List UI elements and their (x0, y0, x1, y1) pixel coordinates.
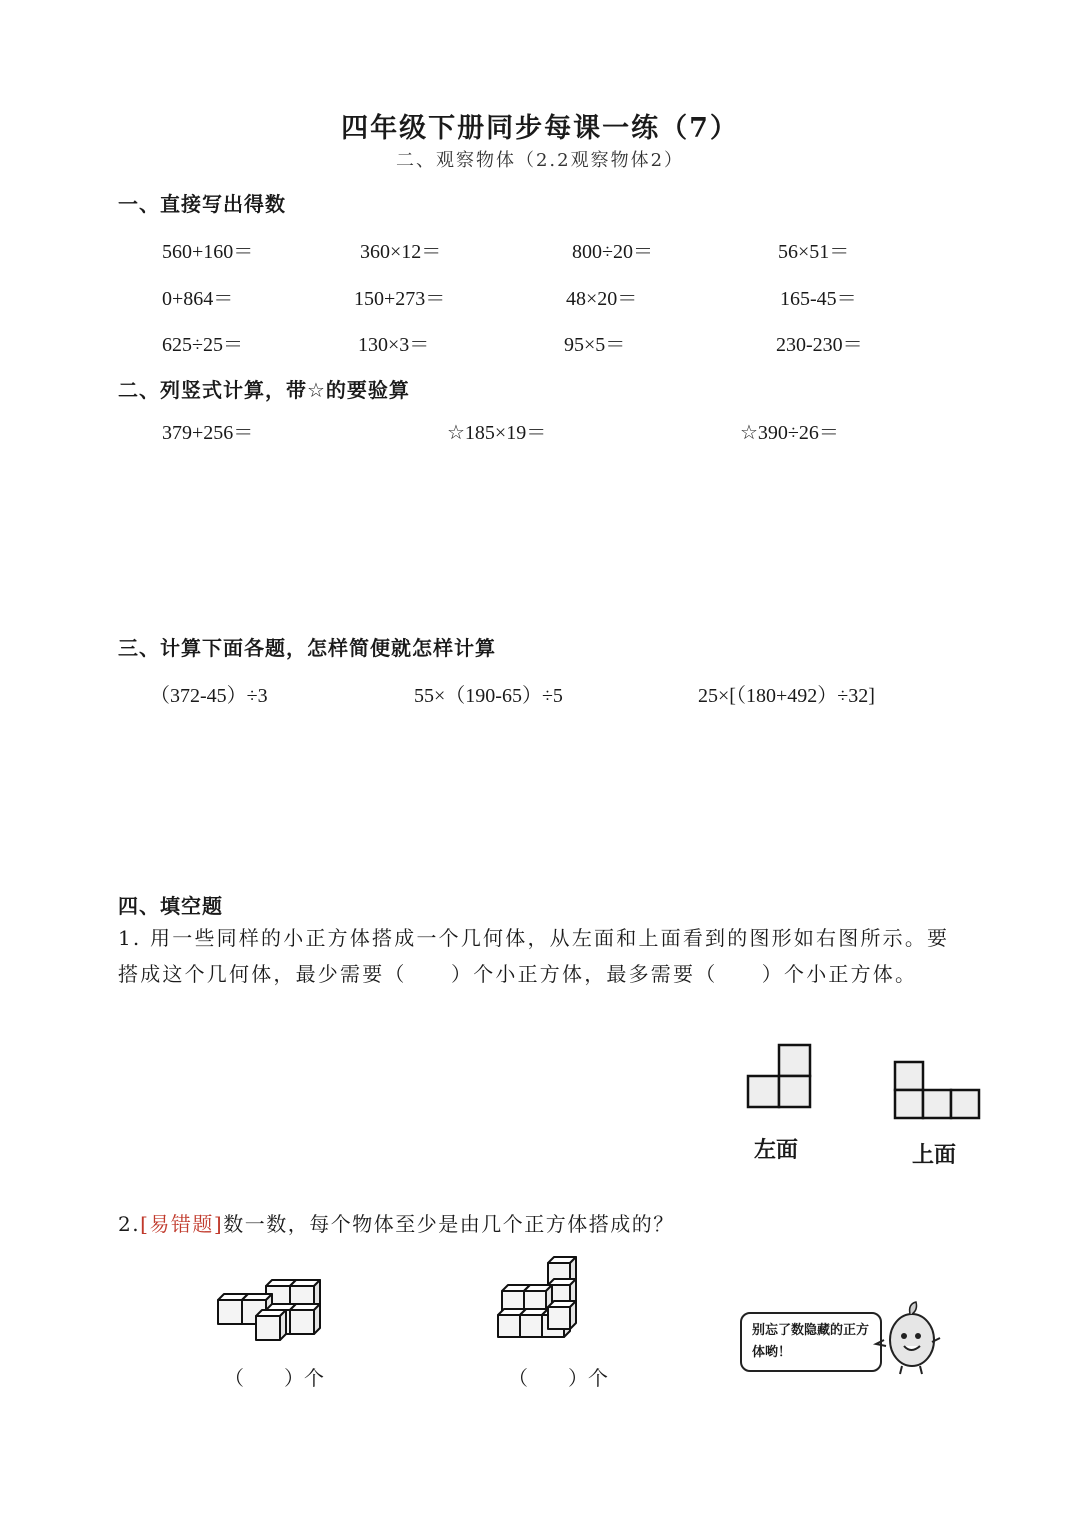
answer-blank-1: （ ）个 (224, 1368, 324, 1390)
cube (548, 1301, 576, 1329)
expression: 95×5＝ (564, 334, 626, 356)
page-subtitle: 二、观察物体（2.2观察物体2） (395, 150, 685, 171)
cube (256, 1310, 286, 1340)
top-view-figure (893, 1060, 981, 1120)
view-square (895, 1062, 923, 1090)
expression: 230-230＝ (776, 334, 863, 356)
question-2-text: 数一数，每个物体至少是由几个正方体搭成的？ (223, 1212, 675, 1236)
cube (290, 1304, 320, 1334)
top-view-label: 上面 (912, 1143, 957, 1168)
expression: 560+160＝ (162, 241, 254, 263)
question-1-text: 1. 用一些同样的小正方体搭成一个几何体，从左面和上面看到的图形如右图所示。要搭成这个几何体，最少需要（ ）个小正方体，最多需要（ ）个小正方体。 (118, 926, 950, 986)
answer-blank-2: （ ）个 (508, 1368, 608, 1390)
view-square (748, 1076, 779, 1107)
page-title: 四年级下册同步每课一练（7） (341, 113, 739, 144)
vertical-calc-item: 379+256＝ (162, 422, 254, 444)
expression: 56×51＝ (778, 241, 850, 263)
section-4-heading: 四、填空题 (118, 894, 223, 918)
expression: 150+273＝ (354, 288, 446, 310)
cube-stack-figure-2 (492, 1255, 592, 1350)
error-prone-tag: [易错题] (140, 1212, 224, 1236)
vertical-calc-item: ☆185×19＝ (447, 422, 547, 444)
question-2-line (118, 1208, 675, 1237)
hint-speech-bubble: 别忘了数隐藏的正方体哟！ (740, 1312, 882, 1372)
section-1-heading: 一、直接写出得数 (118, 192, 286, 216)
expression: 165-45＝ (780, 288, 857, 310)
view-square (951, 1090, 979, 1118)
view-square (895, 1090, 923, 1118)
left-view-figure (746, 1043, 812, 1109)
simplify-item: （372-45）÷3 (150, 685, 268, 707)
expression: 0+864＝ (162, 288, 234, 310)
section-3-heading: 三、计算下面各题，怎样简便就怎样计算 (118, 636, 496, 660)
cube-stack-figure-1 (210, 1270, 330, 1350)
expression: 625÷25＝ (162, 334, 243, 356)
view-square (923, 1090, 951, 1118)
simplify-item: 55×（190-65）÷5 (414, 685, 563, 707)
cartoon-mascot-icon (874, 1300, 944, 1376)
expression: 130×3＝ (358, 334, 430, 356)
left-view-label: 左面 (754, 1138, 799, 1163)
view-square (779, 1045, 810, 1076)
simplify-item: 25×[（180+492）÷32] (698, 685, 875, 707)
expression: 800÷20＝ (572, 241, 653, 263)
question-2-number: 2. (118, 1212, 141, 1236)
expression: 360×12＝ (360, 241, 442, 263)
view-square (779, 1076, 810, 1107)
section-2-heading: 二、列竖式计算，带☆的要验算 (118, 378, 410, 402)
vertical-calc-item: ☆390÷26＝ (740, 422, 839, 444)
expression: 48×20＝ (566, 288, 638, 310)
